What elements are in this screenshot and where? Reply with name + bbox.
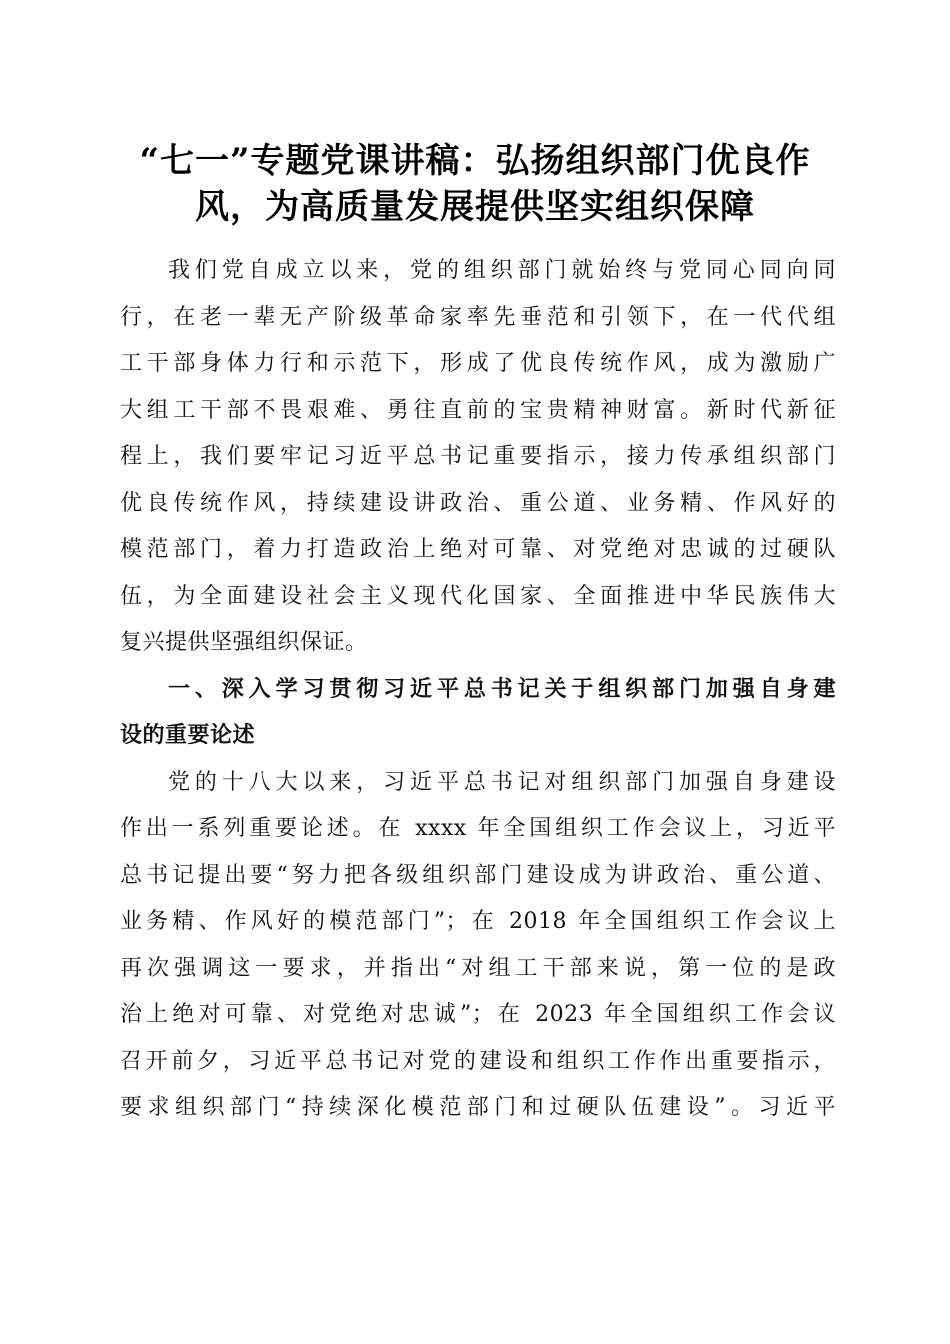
paragraph-line: 工干部身体力行和示范下，形成了优良传统作风，成为激励广 xyxy=(120,351,836,376)
paragraph-line: 要求组织部门“持续深化模范部门和过硬队伍建设”。习近平 xyxy=(120,1095,836,1120)
paragraph-line: 总书记提出要“努力把各级组织部门建设成为讲政治、重公道、 xyxy=(120,862,836,888)
paragraph-line: 模范部门，着力打造政治上绝对可靠、对党绝对忠诚的过硬队 xyxy=(120,537,836,562)
paragraph-line: 程上，我们要牢记习近平总书记重要指示，接力传承组织部门 xyxy=(120,444,836,469)
paragraph-line: 业务精、作风好的模范部门”；在 2018 年全国组织工作会议上 xyxy=(120,909,836,934)
paragraph-line: 行，在老一辈无产阶级革命家率先垂范和引领下，在一代代组 xyxy=(120,304,836,330)
title-line-2: 风，为高质量发展提供坚实组织保障 xyxy=(195,187,755,227)
document-title xyxy=(100,138,850,230)
paragraph-line: 党的十八大以来，习近平总书记对组织部门加强自身建设 xyxy=(168,769,836,795)
paragraph-line: 大组工干部不畏艰难、勇往直前的宝贵精神财富。新时代新征 xyxy=(120,397,836,423)
paragraph-line: 复兴提供坚强组织保证。 xyxy=(120,630,368,655)
title-line-1: “七一”专题党课讲稿：弘扬组织部门优良作 xyxy=(139,141,811,181)
paragraph-line: 优良传统作风，持续建设讲政治、重公道、业务精、作风好的 xyxy=(120,490,836,516)
document-body xyxy=(120,248,836,1132)
paragraph-line: 伍，为全面建设社会主义现代化国家、全面推进中华民族伟大 xyxy=(120,583,836,609)
heading-line: 设的重要论述 xyxy=(120,723,256,748)
section-paragraph xyxy=(120,760,836,1132)
paragraph-line: 召开前夕，习近平总书记对党的建设和组织工作作出重要指示， xyxy=(120,1048,836,1074)
paragraph-line: 治上绝对可靠、对党绝对忠诚”；在 2023 年全国组织工作会议 xyxy=(120,1002,836,1027)
intro-paragraph xyxy=(120,248,836,667)
section-heading xyxy=(120,667,836,760)
paragraph-line: 我们党自成立以来，党的组织部门就始终与党同心同向同 xyxy=(168,258,836,283)
paragraph-line: 作出一系列重要论述。在 xxxx 年全国组织工作会议上，习近平 xyxy=(120,816,836,841)
paragraph-line: 再次强调这一要求，并指出“对组工干部来说，第一位的是政 xyxy=(120,955,836,981)
heading-line: 一、深入学习贯彻习近平总书记关于组织部门加强自身建 xyxy=(168,676,836,702)
